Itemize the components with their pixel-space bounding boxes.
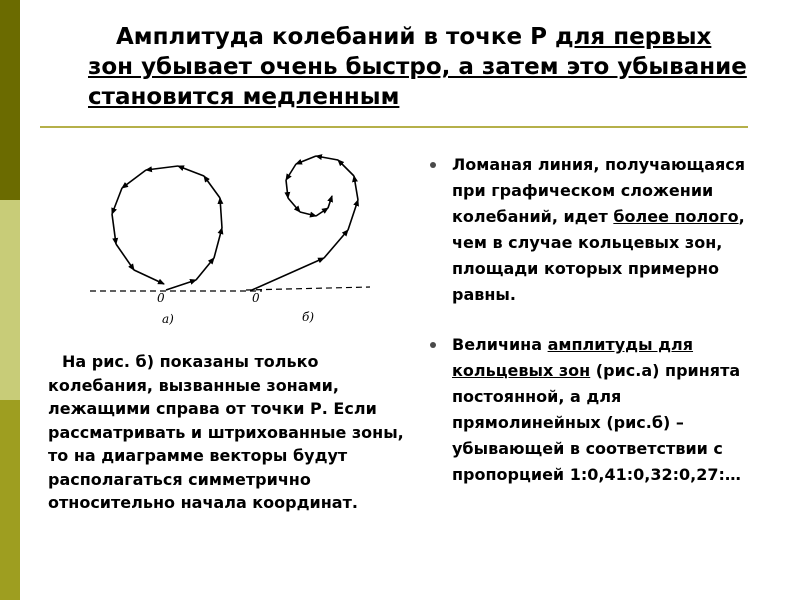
bullet-text-underlined: амплитуды для кольцевых зон [452,335,694,380]
figure-description-text: На рис. б) показаны только колебания, вызванные зонами, лежащими справа от точки Р. Если рассматривать и штрихованные зоны, то на диаграмме векторы будут располагаться симметрично относительно начала координат. [48,352,404,512]
bullet-text-after: (рис.а) принята постоянной, а для прямолинейных (рис.б) – убывающей в соответствии с пропорцией 1:0,41:0,32:0,27:… [452,361,741,484]
bullet-text-before: Величина [452,335,548,354]
slide-title [88,22,758,112]
bullet-text-underlined: более полого [613,207,739,226]
bullet-list [428,152,773,488]
baseline-b [246,287,370,290]
bullet-dot-icon [430,162,436,168]
origin-label-a: 0 [157,291,165,305]
title-plain-text: Амплитуда колебаний в точке Р [116,24,556,50]
title-divider [40,126,748,128]
vector-diagram-figure [86,150,386,330]
side-bar-segment-light [0,200,20,400]
side-bar-segment-mid [0,400,20,600]
bullet-text-after: , чем в случае кольцевых зон, площади которых примерно равны. [452,207,745,304]
figure-caption-a: а) [162,312,174,326]
bullet-item [428,152,773,308]
bullet-text-before: Ломаная линия, получающаяся при графическом сложении колебаний, идет [452,155,746,226]
origin-label-b: 0 [252,291,260,305]
figure-description [48,350,428,515]
bullet-item [428,332,773,488]
side-bar-segment-dark [0,0,20,200]
decorative-side-bar [0,0,20,600]
spiral-diagram-b [252,156,358,290]
polygon-diagram-a [112,166,222,290]
figure-caption-b: б) [302,310,315,324]
title-underlined-text: для первых зон убывает очень быстро, а затем это убывание становится медленным [88,24,747,110]
bullet-dot-icon [430,342,436,348]
